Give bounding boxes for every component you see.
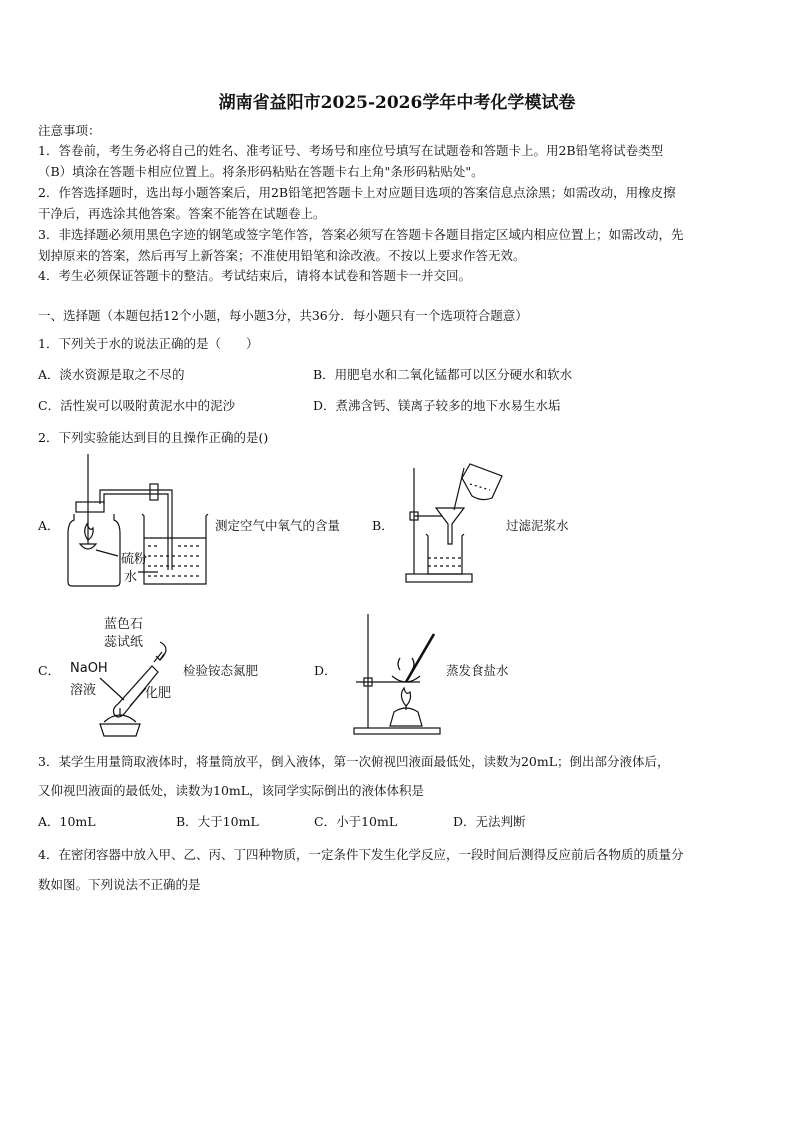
question-4-line1: 4．在密闭容器中放入甲、乙、丙、丁四种物质，一定条件下发生化学反应，一段时间后测得反应前后各物质的质量分 — [38, 847, 684, 862]
q2-option-d-letter: D． — [314, 663, 337, 678]
q2-option-c-letter: C． — [38, 663, 61, 678]
question-2-stem: 2．下列实验能达到目的且操作正确的是() — [38, 430, 269, 445]
question-4-line2: 数如图。下列说法不正确的是 — [38, 877, 201, 892]
label-naoh-2: 溶液 — [70, 683, 97, 698]
label-sulfur: 硫粉 — [121, 552, 148, 567]
label-fertilizer: 化肥 — [145, 686, 172, 701]
q2-option-b-text: 过滤泥浆水 — [506, 518, 569, 533]
notice-line: 划掉原来的答案，然后再写上新答案；不准使用铅笔和涂改液。不按以上要求作答无效。 — [38, 248, 526, 263]
notice-line: （B）填涂在答题卡相应位置上。将条形码粘贴在答题卡右上角"条形码粘贴处"。 — [38, 164, 484, 179]
label-naoh-1: NaOH — [70, 661, 108, 676]
q1-option-b: B．用肥皂水和二氧化锰都可以区分硬水和软水 — [313, 367, 573, 382]
evaporation-apparatus — [340, 610, 450, 738]
label-water: 水 — [124, 570, 138, 585]
question-3-line2: 又仰视凹液面的最低处，读数为10mL，该同学实际倒出的液体体积是 — [38, 783, 425, 798]
q3-option-c: C．小于10mL — [314, 814, 398, 829]
filtration-apparatus — [402, 458, 512, 586]
notice-heading: 注意事项： — [38, 123, 101, 138]
section-heading: 一、选择题（本题包括12个小题，每小题3分，共36分．每小题只有一个选项符合题意） — [38, 308, 528, 323]
page-title: 湖南省益阳市2025-2026学年中考化学模试卷 — [218, 93, 576, 113]
notice-line: 1．答卷前，考生务必将自己的姓名、准考证号、考场号和座位号填写在试题卷和答题卡上。用2B铅笔将试卷类型 — [38, 143, 664, 158]
question-1-stem: 1．下列关于水的说法正确的是（ ） — [38, 336, 259, 351]
q3-option-b: B．大于10mL — [176, 814, 259, 829]
q2-option-d-text: 蒸发食盐水 — [446, 663, 509, 678]
q1-option-d: D．煮沸含钙、镁离子较多的地下水易生水垢 — [313, 398, 561, 413]
q1-option-c: C．活性炭可以吸附黄泥水中的泥沙 — [38, 398, 236, 413]
q1-option-a: A．淡水资源是取之不尽的 — [38, 367, 185, 382]
q3-option-d: D．无法判断 — [453, 814, 526, 829]
q2-option-b-letter: B． — [372, 518, 394, 533]
question-3-line1: 3．某学生用量筒取液体时，将量筒放平，倒入液体，第一次俯视凹液面最低处，读数为20mL；倒出部分液体后， — [38, 754, 670, 769]
q2-option-a-letter: A． — [38, 518, 60, 533]
notice-line: 3．非选择题必须用黑色字迹的钢笔或签字笔作答，答案必须写在答题卡各题目指定区域内相应位置上；如需改动，先 — [38, 227, 684, 242]
oxygen-measurement-apparatus — [60, 452, 220, 592]
label-litmus-2: 蕊试纸 — [104, 635, 144, 650]
notice-line: 4．考生必须保证答题卡的整洁。考试结束后，请将本试卷和答题卡一并交回。 — [38, 268, 471, 283]
q3-option-a: A．10mL — [38, 814, 96, 829]
notice-line: 干净后，再选涂其他答案。答案不能答在试题卷上。 — [38, 206, 326, 221]
notice-line: 2．作答选择题时，选出每小题答案后，用2B铅笔把答题卡上对应题目选项的答案信息点涂黑；如需改动，用橡皮擦 — [38, 185, 676, 200]
label-litmus-1: 蓝色石 — [104, 617, 144, 632]
q2-option-a-text: 测定空气中氧气的含量 — [215, 518, 341, 533]
q2-option-c-text: 检验铵态氮肥 — [183, 663, 259, 678]
